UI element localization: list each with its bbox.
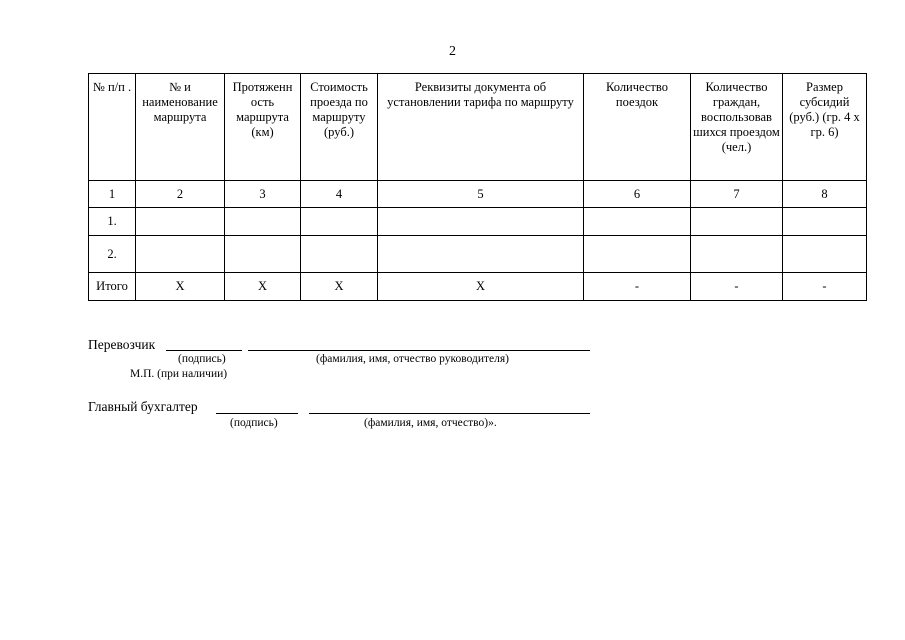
- table-row: [89, 208, 867, 236]
- column-numbers-row: [89, 181, 867, 208]
- total-cell: Х: [136, 273, 225, 301]
- table-cell: [136, 236, 225, 273]
- header-row-number: № п/п .: [89, 74, 136, 181]
- column-number: 8: [783, 181, 867, 208]
- header-route: № и наименование маршрута: [136, 74, 225, 181]
- table-cell: [301, 236, 378, 273]
- accountant-name-line: [309, 413, 590, 414]
- header-length: Протяженн ость маршрута (км): [225, 74, 301, 181]
- column-number: 3: [225, 181, 301, 208]
- table-cell: [783, 208, 867, 236]
- table-cell: [378, 208, 584, 236]
- carrier-label: Перевозчик: [88, 337, 156, 352]
- carrier-name-line: [248, 350, 590, 351]
- total-row: [89, 273, 867, 301]
- table-cell: [378, 236, 584, 273]
- total-label: Итого: [89, 273, 136, 301]
- total-cell: -: [783, 273, 867, 301]
- column-number: 6: [584, 181, 691, 208]
- table-cell: [301, 208, 378, 236]
- total-cell: -: [584, 273, 691, 301]
- carrier-signature-line: [166, 350, 242, 351]
- column-number: 5: [378, 181, 584, 208]
- total-cell: Х: [378, 273, 584, 301]
- table-row: [89, 236, 867, 273]
- table-cell: [783, 236, 867, 273]
- header-subsidy-amount: Размер субсидий (руб.) (гр. 4 х гр. 6): [783, 74, 867, 181]
- total-cell: -: [691, 273, 783, 301]
- accountant-label: Главный бухгалтер: [88, 399, 198, 414]
- table-cell: [225, 208, 301, 236]
- table-cell: [136, 208, 225, 236]
- seal-caption: М.П. (при наличии): [130, 368, 228, 380]
- column-number: 7: [691, 181, 783, 208]
- header-row: [89, 74, 867, 181]
- table-cell: 1.: [89, 208, 136, 236]
- accountant-signature-caption: (подпись): [230, 417, 278, 429]
- table-cell: [584, 236, 691, 273]
- carrier-signature-caption: (подпись): [178, 353, 226, 365]
- accountant-signature-line: [216, 413, 298, 414]
- total-cell: Х: [301, 273, 378, 301]
- subsidy-table: [88, 73, 867, 301]
- table-cell: [225, 236, 301, 273]
- page-number: 2: [449, 44, 456, 59]
- header-fare: Стоимость проезда по маршруту (руб.): [301, 74, 378, 181]
- header-trips-count: Количество поездок: [584, 74, 691, 181]
- accountant-name-caption: (фамилия, имя, отчество)».: [364, 417, 497, 429]
- column-number: 2: [136, 181, 225, 208]
- table-cell: [691, 208, 783, 236]
- column-number: 1: [89, 181, 136, 208]
- carrier-name-caption: (фамилия, имя, отчество руководителя): [316, 353, 509, 365]
- table-cell: [691, 236, 783, 273]
- header-citizens-count: Количество граждан, воспользовав шихся проездом (чел.): [691, 74, 783, 181]
- column-number: 4: [301, 181, 378, 208]
- table-cell: 2.: [89, 236, 136, 273]
- total-cell: Х: [225, 273, 301, 301]
- table-cell: [584, 208, 691, 236]
- header-tariff-document: Реквизиты документа об установлении тарифа по маршруту: [378, 74, 584, 181]
